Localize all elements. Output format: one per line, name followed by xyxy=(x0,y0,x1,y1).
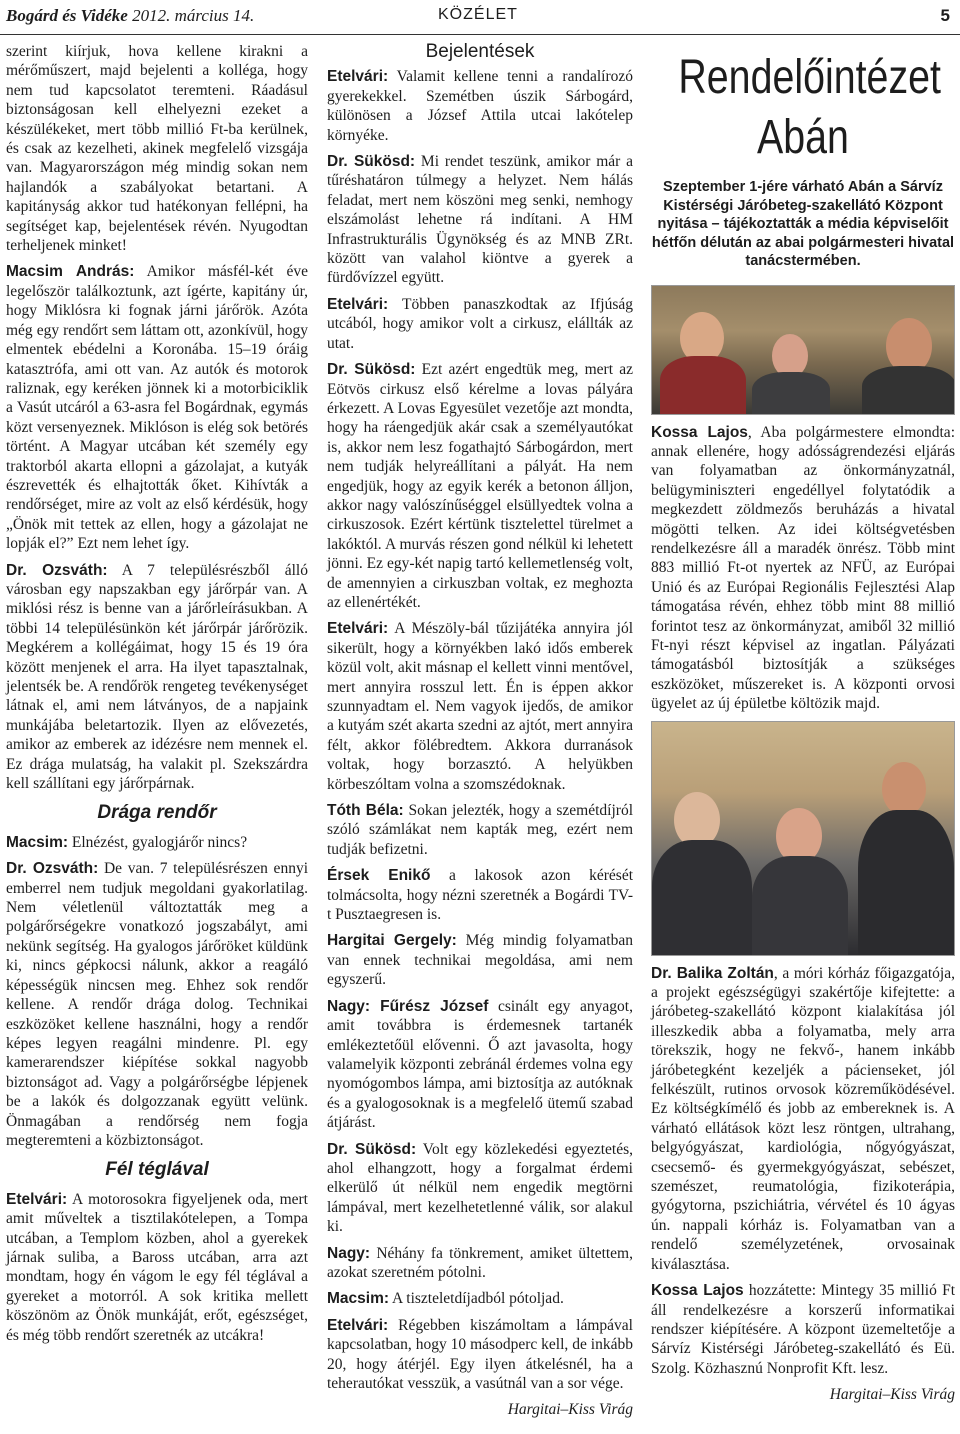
paragraph-text: A tiszteletdíjadból pótoljad. xyxy=(389,1290,564,1308)
paragraph-text: Néhány fa tönkrement, amiket ültettem, azokat szeretném pótolni. xyxy=(327,1244,633,1281)
paragraph xyxy=(327,801,633,859)
byline-col3: Hargitai–Kiss Virág xyxy=(829,1386,955,1404)
speaker-name: Etelvári: xyxy=(327,1316,389,1334)
paragraph-text: Még mindig folyamatban van ennek technikai megoldása, ami nem egyszerű. xyxy=(327,932,633,989)
paragraph xyxy=(327,1140,633,1237)
speaker-name: Etelvári: xyxy=(6,1190,68,1208)
paragraph xyxy=(327,866,633,924)
speaker-name: Dr. Ozsváth: xyxy=(6,561,108,579)
col1-block-b xyxy=(6,833,308,1151)
speaker-name: Dr. Sükösd: xyxy=(327,361,416,379)
column-3 xyxy=(651,42,955,1405)
paragraph xyxy=(327,1244,633,1283)
column-1 xyxy=(6,42,308,1352)
paragraph xyxy=(651,1281,955,1378)
page-number: 5 xyxy=(940,6,950,25)
paragraph-text: De van. 7 településrészen ennyi emberrel nem tudjuk megoldani gyakorlatilag. Nem véletlenül változtatták meg a polgárőrségekre vonatkozó jogszabályt, ami nekünk segítség. Ha gyalogos járőröket küldünk ki, nincs gépkocsi nálunk, akkor a reagáló képességük nincsen meg. Ehhez sok rendőr kellene. A rendőr drága dolog. Technikai eszközöket kellene használni, hogy a rendőr képes legyen reagálni mindenre. Pl. egy kamerarendszer kiépítése sokkal nagyobb biztonságot ad. Vagy a polgárőrségbe lépjenek be a lakók és dolgozzanak együtt velünk. Önmagában a rendőrség nem fogja megteremteni a közbiztonságot. xyxy=(6,860,308,1149)
col3-block-b xyxy=(651,964,955,1379)
speaker-name: Etelvári: xyxy=(327,68,389,86)
paragraph-text: Ezt azért engedtük meg, mert az Eötvös cirkusz első kérelme a lovas pályára érkezett. A Lovas Egyesület vezetője azt mondta, hogy ha ráengedjük akár csak a személyautókat is, akkor nem lesz fogathajtó Sárbogárdon, mert nem tudják helyreállítani a pályát. Ha nem engedjük, hogy az egyik kerék a betonon álljon, akkor nagy valószínűséggel elsüllyedtek volna a cirkuszosok. Ezért kértünk tisztelettel türelmet a lakóktól. A murvás részen gond nélkül ki lehetett jönni. Ez egy-két napig tartó kellemetlenség volt, de amennyien a cirkuszban voltak, ez meghozta az ellenértékét. xyxy=(327,361,633,611)
speaker-name: Nagy: xyxy=(327,1244,371,1262)
paragraph-text: , Aba polgármestere elmondta: annak ellenére, hogy adósságrendezési eljárás van folyamatban az önkormányzatnál, belügyminiszteri engedéllyel folytatódik a megkezdett zöldmezős beruházás a hivatal mögötti telken. Az idei költségvetésben rendelkezésre áll a maradék önrész. Több mint 883 millió Ft-ot nyertek az NFÜ, az Európai Unió és az Európai Regionális Fejlesztési Alap támogatása révén, ehhez több mint 88 millió forintot tesz az önkormányzat, amiből 32 millió Ft-nyi részt képvisel az ingatlan. Pályázati támogatásból biztosítják a szükséges eszközöket, műszereket is. A központi orvosi ügyelet az új épületbe költözik majd. xyxy=(651,423,955,713)
paragraph xyxy=(327,360,633,612)
paragraph-text: Volt egy közlekedési egyeztetés, ahol elhangzott, hogy a forgalmat érdemi elkerülő út nélkül nem engedik megtörni lámpával, mert kezelhetetlenné válik, sor alakul ki. xyxy=(327,1140,633,1236)
paragraph-text: a lakosok azon kérését tolmácsolta, hogy nézni szeretnék a Bogárdi TV-t Pusztaegresen is. xyxy=(327,867,633,924)
paragraph xyxy=(327,997,633,1133)
paragraph-text: Sokan jelezték, hogy a szemétdíjról szóló számlákat nem kapták meg, ezért nem tudják befizetni. xyxy=(327,802,633,858)
paragraph-text: Mi rendet teszünk, amikor már a tűréshatáron túlmegy a helyzet. Nem hálás feladat, mert nem köszöni meg senki, nemhogy elszámolást lehetne rá indítani. A HM Infrastrukturális Ügynökség és az MNB ZRt. között van valahol kiöntve a gyerek a fürdővízzel együtt. xyxy=(327,153,633,287)
byline-col2: Hargitai–Kiss Virág xyxy=(507,1401,633,1419)
paragraph-text: szerint kiírjuk, hova kellene kirakni a mérőműszert, majd bejelenti a kolléga, hogy nem tud kapcsolatot teremteni. Ráadásul biztonságosan kell elhelyezni ezeket a készülékeket, mert több millió Ft-ba kerülnek, és csak az kezelheti, akinek megfelelő vizsgája van. Magyarországon még mindig sokan nem hajlandók a szabályokat betartani. A kapitányság akkor tud hatékonyan fellépni, ha segítséget kap, bejelentések révén. Nyugodtan terheljenek minket! xyxy=(6,43,308,255)
article-lead: Szeptember 1-jére várható Abán a Sárvíz Kistérségi Járóbeteg-szakellátó Központ nyitása – tájékoztatták a média képviselőit hétfőn délután az abai polgármesteri hivatal tanácstermében. xyxy=(651,179,955,269)
speaker-name: Macsim: xyxy=(6,833,69,851)
speaker-name: Etelvári: xyxy=(327,620,389,638)
col1-block-c xyxy=(6,1190,308,1345)
speaker-name: Dr. Balika Zoltán xyxy=(651,964,774,982)
issue-date: 2012. március 14. xyxy=(132,6,255,25)
section-name: KÖZÉLET xyxy=(438,6,518,23)
speaker-name: Dr. Sükösd: xyxy=(327,153,416,171)
speaker-name: Kossa Lajos xyxy=(651,1282,744,1300)
col1-block-a xyxy=(6,42,308,793)
paragraph-text: A 7 településrészből álló városban egy napszakban egy járőrpár van. A miklósi rész is benne van a járőrleírásukban. A többi 14 településünkön két járőrpár járőrözik. Megkérem a kollégáimat, hogy 15 és 19 óra között menjenek el arra. Ha ilyet tapasztalnak, jelentsék be. A rendőrök rengeteg tevékenységet látnak el, ami nem látványos, de a napjaink munkájába beletartozik. Ilyen az elővezetés, amikor az emberek az idézésre nem mennek el. Ez drága mulatság, ha valakit pl. Szekszárdra kell szállítani egy járőrpárnak. xyxy=(6,561,308,793)
paragraph xyxy=(6,561,308,794)
speaker-name: Macsim: xyxy=(327,1290,390,1308)
paragraph xyxy=(327,152,633,288)
paragraph-text: A Mészöly-bál tűzijátéka annyira jól sikerült, hogy a környékben lakó idős emberek közül volt, akit másnap el kellett vinni mentővel, mert annyira rosszul lett. Én is éppen akkor szunnyadtam el. Nem vagyok ijedős, de amikor a kutyám szét akarta szedni az ajtót, mert annyira félt, akkor fölébredtem. Akkora durranások voltak, hogy borzasztó. A helyükben körbeszóltam volna a szomszédoknak. xyxy=(327,620,633,793)
speaker-name: Kossa Lajos xyxy=(651,423,748,441)
paragraph xyxy=(327,1316,633,1394)
speaker-name: Tóth Béla: xyxy=(327,802,404,820)
paragraph xyxy=(327,1289,633,1308)
paragraph xyxy=(327,295,633,353)
paragraph xyxy=(327,67,633,145)
paragraph-text: Amikor másfél-két éve legelőször találkoztunk, azt ígérte, kapitány úr, hogy Miklósra ki fognak járni járőrök. Azóta még egy rendőrt sem láttam ott, azonkívül, hogy elmentek ebédelni a Koronába. 15–19 óráig katasztrófa, ami ott van. Az autók és motorok raliznak, egy keréken jönnek ki a motorbiciklik a Vasút utcáról a 63-asra fel Bogárdnak, egymás közt versenyeznek. Miklóson is elég sok betörés történt. A Magyar utcában két személy egy traktorból akarta ellopni a gázolajat, a kutyák észrevették és elhajtották őket. Kihívták a rendőrséget, mire az volt az első kérdésük, hogy „Önök mit tettek az ellen, hogy a gázolajat ne lopják el?” Ezt nem lehet így. xyxy=(6,263,308,553)
paragraph xyxy=(6,1190,308,1345)
article-title-line2: Abán xyxy=(757,111,849,164)
paragraph xyxy=(327,619,633,794)
paragraph xyxy=(327,931,633,989)
speaker-name: Nagy: Fűrész József xyxy=(327,997,489,1015)
speaker-name: Etelvári: xyxy=(327,295,389,313)
speaker-name: Hargitai Gergely: xyxy=(327,932,457,950)
paragraph-text: Régebben kiszámoltam a lámpával kapcsolatban, hogy 10 másodperc kell, de inkább 20, hogy átérjél. Egy ilyen átkelésnél, ha a teherautókat vesszük, a vasútnál van a sor vége. xyxy=(327,1316,633,1392)
page-header xyxy=(0,0,960,35)
paragraph xyxy=(651,964,955,1275)
paragraph xyxy=(6,42,308,255)
col2-block xyxy=(327,67,633,1393)
paragraph-text: , a móri kórház főigazgatója, a projekt egészségügyi szakértője kifejtette: a járóbeteg-szakellátó központ kialakítása jól illeszkedik abba a folyamatba, mely arra törekszik, hogy ne fekvő-, hanem inkább járóbetegként kezeljék a pácienseket, jól felkészült, rutinos orvosok közreműködésével. Ez költségkímélő és jobb az embereknek is. A várható ellátások közt lesz röntgen, ultrahang, belgyógyászat, kardiológia, nőgyógyászat, csecsemő- és gyermekgyógyászat, sebészet, szemészet, reumatológia, fizikoterápia, gyógytorna, pszichiátria, vérvétel és 10 ágyas ún. nappali kórház is. Folyamatban van a rendelő személyzetének, orvosainak kiválasztása. xyxy=(651,964,955,1273)
speaker-name: Macsim András: xyxy=(6,263,135,281)
paragraph-text: Többen panaszkodtak az Ifjúság utcából, hogy amikor volt a cirkusz, elállták az utat. xyxy=(327,295,633,352)
paragraph-text: hozzátette: Mintegy 35 millió Ft áll rendelkezésre a korszerű informatikai rendszer kiépítésére. A központ üzemeltetője a Sárvíz Kistérségi Járóbeteg-szakellátó és Eü. Szolg. Közhasznú Nonprofit Kft. lesz. xyxy=(651,1282,956,1377)
col3-block-a xyxy=(651,423,955,714)
speaker-name: Érsek Enikő xyxy=(327,867,431,885)
paragraph xyxy=(6,262,308,553)
meeting-photo xyxy=(651,285,955,415)
subheading-fel-teglaval: Fél téglával xyxy=(105,1159,209,1181)
column-2 xyxy=(327,42,633,1420)
subheading-bejelentesek: Bejelentések xyxy=(425,41,535,62)
paragraph xyxy=(6,859,308,1150)
article-title xyxy=(678,48,941,168)
speaker-name: Dr. Sükösd: xyxy=(327,1140,417,1158)
paragraph xyxy=(6,833,308,852)
speaker-name: Dr. Ozsváth: xyxy=(6,860,99,878)
press-conference-photo xyxy=(651,721,955,956)
paragraph-text: Valamit kellene tenni a randalírozó gyerekekkel. Szemétben úszik Sárbogárd, különösen a József Attila utcai lakótelep környéke. xyxy=(327,68,633,144)
paper-name: Bogárd és Vidéke xyxy=(6,6,128,25)
subheading-draga-rendor: Drága rendőr xyxy=(97,802,217,824)
paragraph-text: csinált egy anyagot, amit továbbra is érdemesnek tartanék emlékeztetőül elővenni. Ő azt javasolta, hogy valamelyik központi zebránál érdemes volna egy nyomógombos lámpa, ami biztosítja az autóknak és a gyalogosoknak is a megfelelő ütemű szabad átjárást. xyxy=(327,997,633,1132)
article-title-line1: Rendelőintézet xyxy=(678,51,941,104)
paragraph-text: Elnézést, gyalogjárőr nincs? xyxy=(68,833,248,851)
paragraph-text: A motorosokra figyeljenek oda, mert amit műveltek a tisztilakótelepen, a Tompa utcában, a Templom közben, ahol a gyerekek járnak suliba, a Baross utcában, arra azt mondtam, hogy én vágom le egy fél téglával a gyereket a motorról. A sok kritika mellett köszönöm az Önök munkáját, erőt, egészséget, és még több rendőrt szeretnék az utcákra! xyxy=(6,1190,308,1344)
masthead xyxy=(6,6,254,26)
